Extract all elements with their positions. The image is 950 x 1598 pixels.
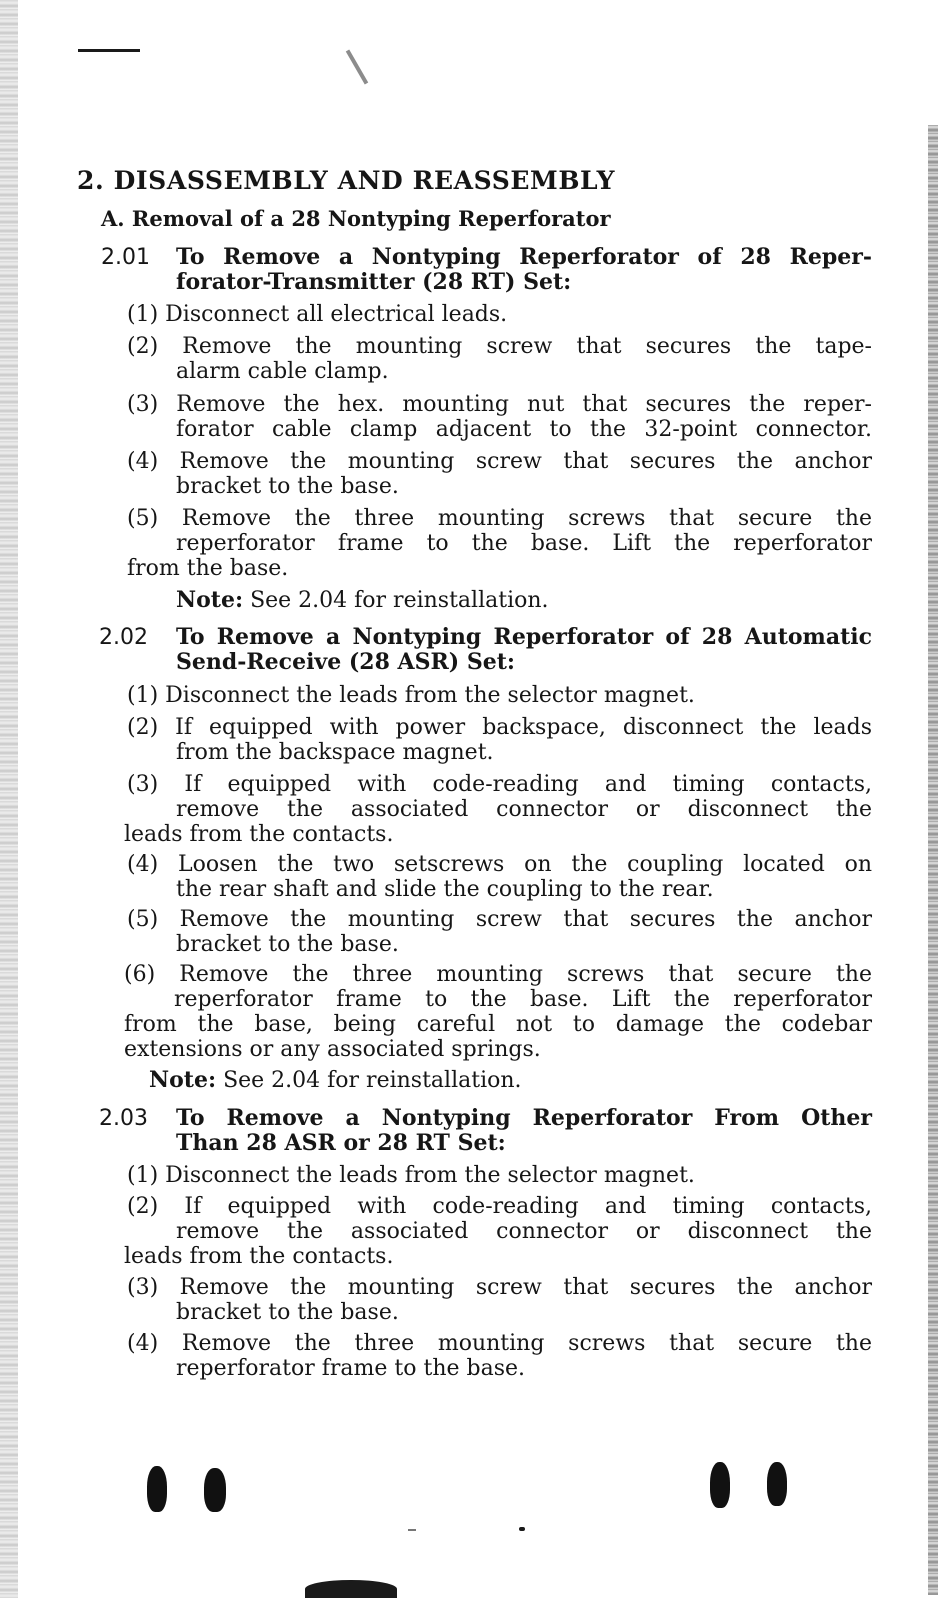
p201-step-3-line-2: forator cable clamp adjacent to the 32-point connector.: [176, 417, 872, 442]
p201-step-4-line-2: bracket to the base.: [176, 474, 399, 499]
p203-heading-line-2: Than 28 ASR or 28 RT Set:: [176, 1130, 506, 1156]
p201-step-5-line-2: reperforator frame to the base. Lift the reperforator: [176, 531, 872, 556]
p202-step-3-line-2: remove the associated connector or disconnect the: [176, 797, 872, 822]
scan-artifact-dot: [519, 1527, 525, 1531]
p202-step-3-line-3: leads from the contacts.: [124, 822, 394, 847]
p203-step-2-line-2: remove the associated connector or disconnect the: [176, 1219, 872, 1244]
p202-step-5-line-1: (5) Remove the mounting screw that secures the anchor: [127, 907, 872, 932]
binder-hole-mark-3: [710, 1462, 730, 1508]
scan-artifact-smudge: [346, 50, 368, 85]
p202-step-6-line-4: extensions or any associated springs.: [124, 1037, 541, 1062]
p201-heading-line-2: forator-Transmitter (28 RT) Set:: [176, 269, 572, 295]
paragraph-number-2-02: 2.02: [99, 625, 148, 650]
p201-step-1: (1) Disconnect all electrical leads.: [127, 302, 508, 327]
binder-hole-mark-1: [147, 1466, 167, 1512]
p202-heading-line-1: To Remove a Nontyping Reperforator of 28 Automatic: [176, 624, 872, 650]
p203-step-1: (1) Disconnect the leads from the selector magnet.: [127, 1163, 695, 1188]
p203-step-3-line-2: bracket to the base.: [176, 1300, 399, 1325]
p201-note: [176, 588, 549, 613]
scan-artifact-dash: [408, 1529, 416, 1531]
paragraph-number-2-03: 2.03: [99, 1106, 148, 1131]
p202-step-6-line-2: reperforator frame to the base. Lift the reperforator: [174, 987, 872, 1012]
p201-step-3-line-1: (3) Remove the hex. mounting nut that secures the reper-: [127, 392, 872, 417]
p201-step-5-line-3: from the base.: [127, 556, 289, 581]
p203-step-2-line-1: (2) If equipped with code-reading and timing contacts,: [127, 1194, 872, 1219]
p203-step-4-line-2: reperforator frame to the base.: [176, 1356, 526, 1381]
p202-step-2-line-1: (2) If equipped with power backspace, disconnect the leads: [127, 715, 872, 740]
note-label: Note:: [149, 1067, 217, 1093]
p201-heading-line-1: To Remove a Nontyping Reperforator of 28 Reper-: [176, 244, 872, 270]
p201-step-2-line-1: (2) Remove the mounting screw that secures the tape-: [127, 334, 872, 359]
p202-note: [149, 1068, 522, 1093]
p202-step-5-line-2: bracket to the base.: [176, 932, 399, 957]
p202-step-1: (1) Disconnect the leads from the selector magnet.: [127, 683, 695, 708]
p201-step-5-line-1: (5) Remove the three mounting screws that secure the: [127, 506, 872, 531]
p202-step-6-line-1: (6) Remove the three mounting screws that secure the: [124, 962, 872, 987]
p203-step-2-line-3: leads from the contacts.: [124, 1244, 394, 1269]
p202-step-3-line-1: (3) If equipped with code-reading and timing contacts,: [127, 772, 872, 797]
scan-artifact-top: [78, 49, 140, 52]
p203-heading-line-1: To Remove a Nontyping Reperforator From Other: [176, 1105, 872, 1131]
p202-step-2-line-2: from the backspace magnet.: [176, 740, 494, 765]
binder-hole-mark-4: [767, 1462, 787, 1506]
p202-step-6-line-3: from the base, being careful not to damage the codebar: [124, 1012, 872, 1037]
paragraph-number-2-01: 2.01: [101, 245, 150, 270]
note-text: See 2.04 for reinstallation.: [216, 1068, 522, 1093]
note-label: Note:: [176, 587, 244, 613]
p202-step-4-line-2: the rear shaft and slide the coupling to the rear.: [176, 877, 714, 902]
p202-step-4-line-1: (4) Loosen the two setscrews on the coupling located on: [127, 852, 872, 877]
binder-hole-mark-2: [204, 1468, 226, 1512]
subsection-title: A. Removal of a 28 Nontyping Reperforator: [101, 206, 611, 231]
p203-step-4-line-1: (4) Remove the three mounting screws that secure the: [127, 1331, 872, 1356]
scan-artifact-blob: [305, 1580, 397, 1598]
p201-step-4-line-1: (4) Remove the mounting screw that secures the anchor: [127, 449, 872, 474]
p201-step-2-line-2: alarm cable clamp.: [176, 359, 389, 384]
p203-step-3-line-1: (3) Remove the mounting screw that secures the anchor: [127, 1275, 872, 1300]
note-text: See 2.04 for reinstallation.: [243, 588, 549, 613]
p202-heading-line-2: Send-Receive (28 ASR) Set:: [176, 649, 516, 675]
section-title: 2. DISASSEMBLY AND REASSEMBLY: [77, 166, 616, 195]
